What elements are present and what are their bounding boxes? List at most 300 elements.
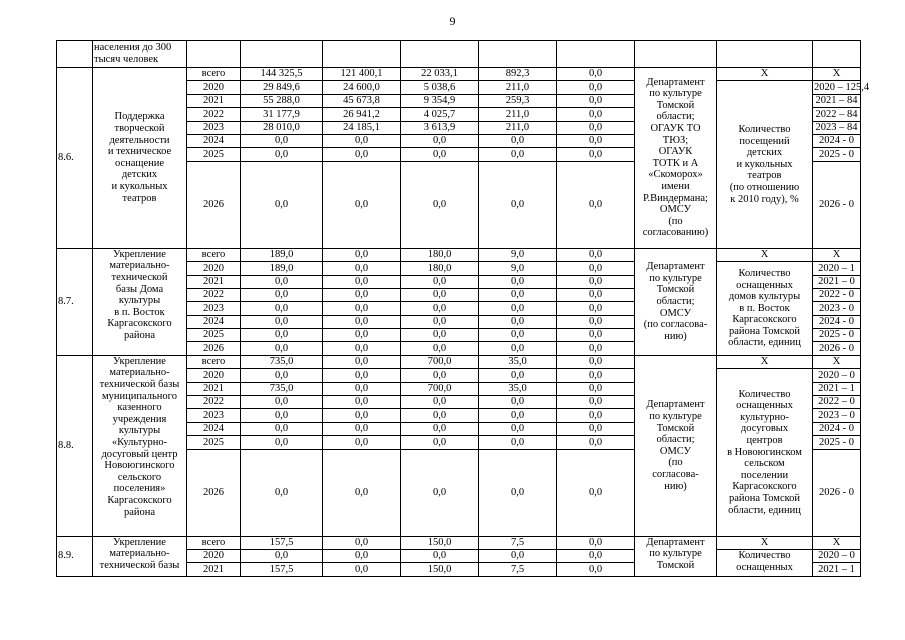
year-cell: 2021	[187, 563, 241, 576]
year-cell: 2022	[187, 288, 241, 301]
year-cell: 2022	[187, 108, 241, 121]
local-budget-cell: 0,0	[479, 134, 557, 147]
indicator-line: оснащенных	[736, 279, 793, 291]
executor-line: области;	[656, 296, 695, 307]
extra-budget-cell: 0,0	[557, 275, 635, 288]
total-amount-cell: 144 325,5	[241, 68, 323, 81]
measure-name-line: муниципального	[102, 390, 177, 402]
target-value-cell: 2020 – 0	[813, 549, 861, 562]
local-budget-cell: 0,0	[479, 549, 557, 562]
total-amount-cell: 0,0	[241, 288, 323, 301]
total-amount-cell: 0,0	[241, 275, 323, 288]
target-value-cell: 2021 – 84	[813, 94, 861, 107]
local-budget-cell: 9,0	[479, 262, 557, 275]
federal-budget-cell: 0,0	[323, 422, 401, 435]
indicator-description	[717, 262, 813, 356]
executor-line: области;	[656, 111, 695, 123]
measure-name-line: технической базы	[99, 379, 180, 391]
target-value-cell: 2026 - 0	[813, 342, 861, 355]
local-budget-cell: 0,0	[479, 369, 557, 382]
local-budget-cell: 211,0	[479, 121, 557, 134]
year-cell: 2020	[187, 369, 241, 382]
executor-line: Томской	[656, 99, 695, 111]
section-number: 8.6.	[57, 68, 93, 249]
local-budget-cell: 211,0	[479, 81, 557, 94]
executor-line: Департамент	[646, 261, 705, 273]
table-row	[57, 68, 861, 81]
federal-budget-cell: 0,0	[323, 563, 401, 576]
federal-budget-cell: 26 941,2	[323, 108, 401, 121]
indicator-line: центров	[746, 435, 783, 447]
executor-line: ТЮЗ;	[662, 134, 689, 146]
indicator-line: сельском	[744, 458, 785, 470]
target-value-cell: 2020 – 125,4	[814, 81, 870, 93]
total-amount-cell: 55 288,0	[241, 94, 323, 107]
regional-budget-cell: 0,0	[401, 275, 479, 288]
measure-name-line: района	[123, 506, 156, 518]
local-budget-cell: 0,0	[479, 342, 557, 355]
total-amount-cell: 189,0	[241, 248, 323, 261]
extra-budget-cell: 0,0	[557, 81, 635, 94]
measure-name-line: технической	[111, 271, 168, 283]
target-value-cell: 2025 - 0	[813, 436, 861, 449]
executor-line: по культуре	[649, 410, 702, 422]
regional-budget-cell: 0,0	[401, 329, 479, 342]
total-amount-cell: 0,0	[241, 342, 323, 355]
indicator-line: театров	[747, 170, 782, 182]
regional-budget-cell: 180,0	[401, 248, 479, 261]
indicator-line: района Томской	[728, 493, 801, 504]
target-value-cell: 2020 – 0	[813, 369, 861, 382]
extra-budget-cell: 0,0	[557, 355, 635, 368]
federal-budget-cell: 0,0	[323, 315, 401, 328]
regional-budget-cell: 0,0	[401, 148, 479, 161]
year-cell: 2026	[187, 161, 241, 248]
federal-budget-cell: 0,0	[323, 248, 401, 261]
extra-budget-cell: 0,0	[557, 248, 635, 261]
target-value-cell: 2023 – 84	[813, 121, 861, 134]
measure-name-line: Укрепление	[113, 536, 166, 548]
total-amount-cell: 157,5	[241, 536, 323, 549]
target-value-cell: Х	[813, 536, 861, 549]
federal-budget-cell: 24 185,1	[323, 121, 401, 134]
local-budget-cell: 0,0	[479, 161, 557, 248]
indicator-line: района Томской	[728, 325, 801, 337]
federal-budget-cell: 0,0	[323, 262, 401, 275]
local-budget-cell: 7,5	[479, 536, 557, 549]
year-cell: 2021	[187, 94, 241, 107]
year-cell: 2025	[187, 436, 241, 449]
target-value-cell: 2021 – 1	[813, 382, 861, 395]
federal-budget-cell: 121 400,1	[323, 68, 401, 81]
measure-name-line: в п. Восток	[114, 306, 165, 318]
indicator-description	[717, 549, 813, 576]
indicator-line: поселении	[740, 469, 789, 481]
target-value-cell: 2023 – 0	[813, 409, 861, 422]
local-budget-cell: 0,0	[479, 288, 557, 301]
executor-line: согласованию)	[642, 227, 709, 239]
continued-name-line: населения до 300	[94, 42, 172, 54]
extra-budget-cell: 0,0	[557, 449, 635, 536]
indicator-line: домов культуры	[728, 291, 801, 303]
responsible-executor	[635, 68, 717, 249]
target-value-cell: 2022 - 0	[813, 288, 861, 301]
executor-line: Департамент	[646, 76, 705, 88]
measure-name-line: «Культурно-	[111, 437, 168, 449]
total-amount-cell: 29 849,6	[241, 81, 323, 94]
extra-budget-cell: 0,0	[557, 409, 635, 422]
indicator-line: (по отношению	[729, 181, 800, 193]
regional-budget-cell: 0,0	[401, 396, 479, 409]
measure-name	[93, 68, 187, 249]
indicator-line: детских	[746, 147, 783, 159]
year-cell: 2020	[187, 81, 241, 94]
regional-budget-cell: 3 613,9	[401, 121, 479, 134]
table-row	[57, 248, 861, 261]
measure-name-line: деятельности	[109, 134, 170, 146]
responsible-executor	[635, 355, 717, 536]
regional-budget-cell: 0,0	[401, 549, 479, 562]
regional-budget-cell: 0,0	[401, 449, 479, 536]
total-amount-cell: 0,0	[241, 369, 323, 382]
indicator-line: Каргасокского	[732, 314, 797, 326]
federal-budget-cell: 0,0	[323, 396, 401, 409]
executor-line: по культуре	[649, 548, 702, 560]
indicator-line: области, единиц	[728, 504, 801, 516]
executor-line: Р.Виндермана;	[643, 192, 708, 204]
total-amount-cell: 735,0	[241, 382, 323, 395]
regional-budget-cell: 150,0	[401, 536, 479, 549]
year-cell: 2026	[187, 342, 241, 355]
year-cell: 2022	[187, 396, 241, 409]
total-amount-cell: 0,0	[241, 409, 323, 422]
indicator-line: оснащенных	[736, 400, 793, 412]
federal-budget-cell: 0,0	[323, 342, 401, 355]
extra-budget-cell: 0,0	[557, 288, 635, 301]
target-value-cell: 2024 - 0	[813, 422, 861, 435]
regional-budget-cell: 0,0	[401, 409, 479, 422]
federal-budget-cell: 0,0	[323, 288, 401, 301]
indicator-line: Количество	[738, 123, 791, 135]
total-amount-cell: 0,0	[241, 549, 323, 562]
indicator-line: Количество	[738, 267, 791, 279]
measure-name-line: базы Дома	[115, 283, 164, 295]
measure-name-line: театров	[122, 192, 157, 204]
total-amount-cell: 0,0	[241, 148, 323, 161]
indicator-description	[717, 81, 813, 248]
extra-budget-cell: 0,0	[557, 563, 635, 576]
executor-line: нию)	[664, 330, 687, 342]
measure-name	[93, 536, 187, 576]
regional-budget-cell: 4 025,7	[401, 108, 479, 121]
indicator-line: досуговых	[740, 423, 789, 435]
table-row-continuation	[57, 41, 861, 68]
target-value-cell: 2024 - 0	[813, 315, 861, 328]
extra-budget-cell: 0,0	[557, 262, 635, 275]
federal-budget-cell: 0,0	[323, 369, 401, 382]
extra-budget-cell: 0,0	[557, 108, 635, 121]
executor-line: нию)	[664, 480, 687, 492]
page-number: 9	[449, 14, 456, 28]
continued-name-cell	[93, 41, 187, 68]
executor-line: по культуре	[649, 88, 702, 100]
extra-budget-cell: 0,0	[557, 315, 635, 328]
executor-line: «Скоморох»	[648, 169, 703, 181]
regional-budget-cell: 0,0	[401, 422, 479, 435]
regional-budget-cell: 150,0	[401, 563, 479, 576]
extra-budget-cell: 0,0	[557, 148, 635, 161]
year-cell: всего	[187, 248, 241, 261]
local-budget-cell: 0,0	[479, 409, 557, 422]
target-value-cell: Х	[813, 355, 861, 368]
federal-budget-cell: 0,0	[323, 382, 401, 395]
measure-name-line: Новоюгинского	[104, 460, 175, 472]
measure-name-line: культуры	[118, 425, 161, 437]
federal-budget-cell: 0,0	[323, 449, 401, 536]
indicator-line: области, единиц	[728, 337, 801, 349]
measure-name-line: Укрепление	[113, 248, 166, 260]
total-amount-cell: 28 010,0	[241, 121, 323, 134]
target-value-cell: 2022 – 84	[813, 108, 861, 121]
local-budget-cell: 0,0	[479, 148, 557, 161]
year-cell: всего	[187, 68, 241, 81]
measure-name-line: Укрепление	[113, 355, 166, 367]
executor-line: ОГАУК	[658, 146, 693, 158]
measure-name-line: района	[123, 329, 156, 341]
section-number: 8.7.	[57, 248, 93, 355]
measure-name-line: оснащение	[114, 157, 165, 169]
year-cell: 2025	[187, 148, 241, 161]
measure-name-line: Каргасокского	[107, 318, 172, 330]
year-cell: всего	[187, 536, 241, 549]
target-value-cell: 2021 – 0	[813, 275, 861, 288]
target-value-cell: 2026 - 0	[813, 449, 861, 536]
extra-budget-cell: 0,0	[557, 422, 635, 435]
indicator-line: Количество	[738, 549, 791, 561]
federal-budget-cell: 0,0	[323, 549, 401, 562]
local-budget-cell: 9,0	[479, 248, 557, 261]
indicator-header: Х	[717, 536, 813, 549]
continued-name-line: тысяч человек	[94, 54, 159, 65]
local-budget-cell: 7,5	[479, 563, 557, 576]
regional-budget-cell: 700,0	[401, 382, 479, 395]
extra-budget-cell: 0,0	[557, 382, 635, 395]
target-value-cell: 2020 – 1	[813, 262, 861, 275]
year-cell: 2024	[187, 315, 241, 328]
table-row	[57, 355, 861, 368]
local-budget-cell: 0,0	[479, 449, 557, 536]
executor-line: (по	[668, 457, 683, 469]
regional-budget-cell: 0,0	[401, 342, 479, 355]
measure-name-line: детских	[121, 169, 158, 181]
measure-name-line: материально-	[109, 260, 170, 272]
target-value-cell: 2025 - 0	[813, 148, 861, 161]
executor-line: Департамент	[646, 399, 705, 411]
target-value-cell: 2024 - 0	[813, 134, 861, 147]
extra-budget-cell: 0,0	[557, 302, 635, 315]
executor-line: согласова-	[652, 468, 699, 480]
year-cell: 2026	[187, 449, 241, 536]
indicator-line: и кукольных	[736, 158, 793, 170]
target-value-cell: 2026 - 0	[813, 161, 861, 248]
federal-budget-cell: 0,0	[323, 275, 401, 288]
regional-budget-cell: 0,0	[401, 436, 479, 449]
total-amount-cell: 0,0	[241, 161, 323, 248]
indicator-description	[717, 369, 813, 536]
regional-budget-cell: 180,0	[401, 262, 479, 275]
year-cell: 2021	[187, 382, 241, 395]
total-amount-cell: 0,0	[241, 329, 323, 342]
total-amount-cell: 0,0	[241, 449, 323, 536]
measure-name-line: и техническое	[107, 146, 172, 158]
total-amount-cell: 157,5	[241, 563, 323, 576]
indicator-line: к 2010 году), %	[730, 193, 799, 205]
indicator-line: культурно-	[740, 411, 789, 423]
federal-budget-cell: 0,0	[323, 302, 401, 315]
extra-budget-cell: 0,0	[557, 68, 635, 81]
indicator-line: в п. Восток	[739, 302, 790, 314]
indicator-line: Количество	[738, 388, 791, 400]
executor-line: области;	[656, 434, 695, 446]
measure-name-line: творческой	[114, 123, 165, 135]
regional-budget-cell: 0,0	[401, 161, 479, 248]
regional-budget-cell: 22 033,1	[401, 68, 479, 81]
executor-line: Департамент	[646, 536, 705, 548]
measure-name-line: казенного	[117, 402, 162, 414]
measure-name-line: учреждения	[112, 413, 167, 425]
local-budget-cell: 0,0	[479, 329, 557, 342]
regional-budget-cell: 9 354,9	[401, 94, 479, 107]
extra-budget-cell: 0,0	[557, 161, 635, 248]
local-budget-cell: 892,3	[479, 68, 557, 81]
local-budget-cell: 0,0	[479, 275, 557, 288]
executor-line: Томской	[656, 559, 695, 571]
regional-budget-cell: 0,0	[401, 369, 479, 382]
federal-budget-cell: 0,0	[323, 536, 401, 549]
measure-name-line: Поддержка	[114, 111, 165, 123]
extra-budget-cell: 0,0	[557, 329, 635, 342]
executor-line: ОГАУК ТО	[650, 123, 701, 135]
total-amount-cell: 0,0	[241, 315, 323, 328]
total-amount-cell: 735,0	[241, 355, 323, 368]
local-budget-cell: 0,0	[479, 315, 557, 328]
year-cell: 2023	[187, 121, 241, 134]
local-budget-cell: 259,3	[479, 94, 557, 107]
executor-line: ТОТК и А	[652, 157, 699, 169]
federal-budget-cell: 0,0	[323, 409, 401, 422]
measure-name	[93, 248, 187, 355]
federal-budget-cell: 0,0	[323, 355, 401, 368]
target-value-cell: 2025 - 0	[813, 329, 861, 342]
indicator-line: в Новоюгинском	[727, 446, 802, 458]
year-cell: 2025	[187, 329, 241, 342]
regional-budget-cell: 0,0	[401, 302, 479, 315]
executor-line: (по	[668, 215, 683, 227]
measure-name-line: культуры	[118, 295, 161, 307]
measure-name-line: материально-	[109, 548, 170, 560]
table-body	[57, 41, 870, 577]
target-value-cell: Х	[813, 68, 861, 81]
measure-name-line: поселения»	[113, 483, 166, 495]
local-budget-cell: 35,0	[479, 355, 557, 368]
federal-budget-cell: 0,0	[323, 148, 401, 161]
local-budget-cell: 0,0	[479, 436, 557, 449]
measure-name-line: Каргасокского	[107, 494, 172, 506]
total-amount-cell: 0,0	[241, 436, 323, 449]
extra-budget-cell: 0,0	[557, 121, 635, 134]
year-cell: 2021	[187, 275, 241, 288]
executor-line: по культуре	[649, 272, 702, 284]
indicator-line: посещений	[739, 135, 790, 147]
target-value-cell: 2022 – 0	[813, 396, 861, 409]
extra-budget-cell: 0,0	[557, 94, 635, 107]
federal-budget-cell: 0,0	[323, 329, 401, 342]
total-amount-cell: 0,0	[241, 422, 323, 435]
target-value-cell: 2023 - 0	[813, 302, 861, 315]
measure-name-line: материально-	[109, 367, 170, 379]
total-amount-cell: 0,0	[241, 396, 323, 409]
target-value-cell: Х	[813, 248, 861, 261]
executor-line: имени	[661, 181, 690, 193]
section-number: 8.8.	[57, 355, 93, 536]
measure-name	[93, 355, 187, 536]
local-budget-cell: 0,0	[479, 396, 557, 409]
section-number: 8.9.	[57, 536, 93, 576]
table-row	[57, 536, 861, 549]
regional-budget-cell: 5 038,6	[401, 81, 479, 94]
extra-budget-cell: 0,0	[557, 369, 635, 382]
federal-budget-cell: 45 673,8	[323, 94, 401, 107]
local-budget-cell: 0,0	[479, 302, 557, 315]
federal-budget-cell: 0,0	[323, 436, 401, 449]
local-budget-cell: 211,0	[479, 108, 557, 121]
extra-budget-cell: 0,0	[557, 436, 635, 449]
year-cell: 2020	[187, 549, 241, 562]
year-cell: 2023	[187, 409, 241, 422]
local-budget-cell: 35,0	[479, 382, 557, 395]
total-amount-cell: 0,0	[241, 134, 323, 147]
responsible-executor	[635, 536, 717, 576]
local-budget-cell: 0,0	[479, 422, 557, 435]
total-amount-cell: 31 177,9	[241, 108, 323, 121]
total-amount-cell: 189,0	[241, 262, 323, 275]
extra-budget-cell: 0,0	[557, 342, 635, 355]
executor-line: (по согласова-	[643, 319, 708, 331]
executor-line: ОМСУ	[659, 204, 692, 216]
responsible-executor	[635, 248, 717, 355]
year-cell: всего	[187, 355, 241, 368]
indicator-header: Х	[717, 355, 813, 368]
indicator-line: оснащенных	[736, 561, 793, 573]
executor-line: ОМСУ	[659, 445, 692, 457]
year-cell: 2020	[187, 262, 241, 275]
executor-line: ОМСУ	[659, 307, 692, 319]
federal-budget-cell: 0,0	[323, 134, 401, 147]
year-cell: 2024	[187, 422, 241, 435]
target-value-cell: 2021 – 1	[813, 563, 861, 576]
extra-budget-cell: 0,0	[557, 134, 635, 147]
measure-name-line: сельского	[117, 471, 162, 483]
regional-budget-cell: 0,0	[401, 288, 479, 301]
extra-budget-cell: 0,0	[557, 536, 635, 549]
regional-budget-cell: 0,0	[401, 134, 479, 147]
federal-budget-cell: 24 600,0	[323, 81, 401, 94]
year-cell: 2024	[187, 134, 241, 147]
total-amount-cell: 0,0	[241, 302, 323, 315]
program-table	[56, 40, 870, 577]
measure-name-line: и кукольных	[111, 181, 168, 193]
executor-line: Томской	[656, 422, 695, 434]
